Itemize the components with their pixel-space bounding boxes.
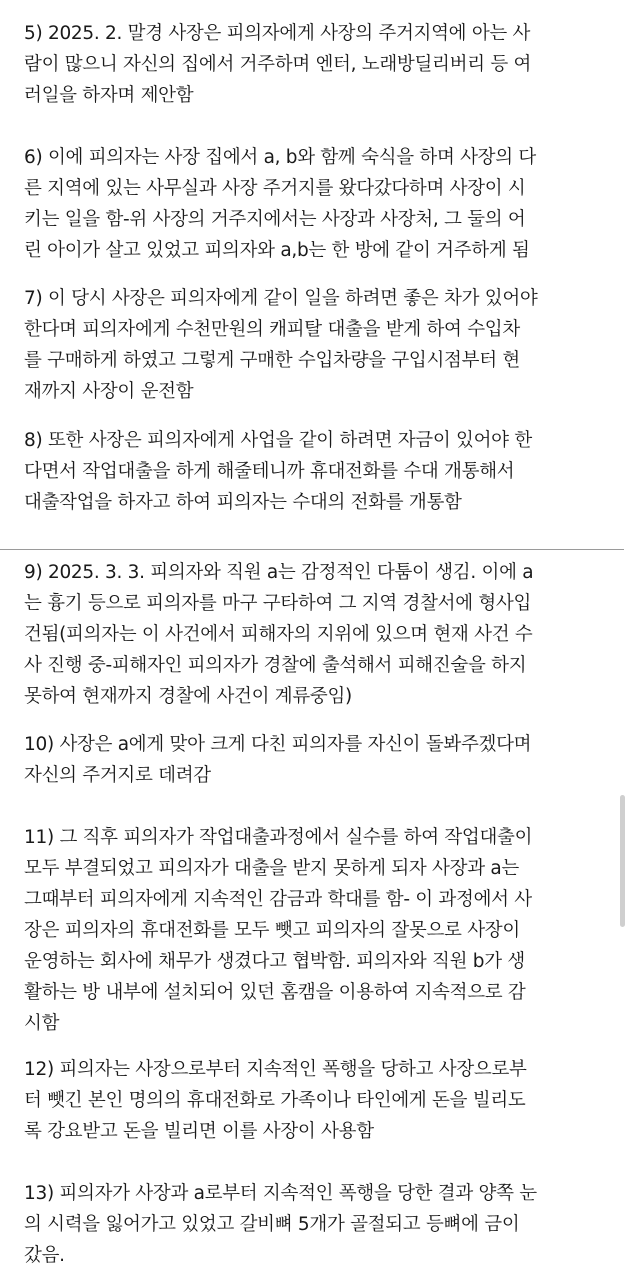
- text-line: 를 구매하게 하였고 그렇게 구매한 수입차량을 구입시점부터 현: [24, 350, 520, 371]
- text-line: 6) 이에 피의자는 사장 집에서 a, b와 함께 숙식을 하며 사장의 다: [24, 147, 536, 168]
- text-line: 활하는 방 내부에 설치되어 있던 홈캠을 이용하여 지속적으로 감: [24, 982, 526, 1003]
- text-line: 다면서 작업대출을 하게 해줄테니까 휴대전화를 수대 개통해서: [24, 461, 515, 482]
- text-line: 7) 이 당시 사장은 피의자에게 같이 일을 하려면 좋은 차가 있어야: [24, 288, 538, 309]
- paragraph-6: [24, 142, 630, 266]
- text-line: 사 진행 중-피해자인 피의자가 경찰에 출석해서 피해진술을 하지: [24, 655, 527, 676]
- text-line: 키는 일을 함-위 사장의 거주지에서는 사장과 사장처, 그 둘의 어: [24, 209, 526, 230]
- text-line: 못하여 현재까지 경찰에 사건이 계류중임): [24, 686, 352, 707]
- text-line: 그때부터 피의자에게 지속적인 감금과 학대를 함- 이 과정에서 사: [24, 889, 532, 910]
- text-line: 건됨(피의자는 이 사건에서 피해자의 지위에 있으며 현재 사건 수: [24, 624, 533, 645]
- text-line: 운영하는 회사에 채무가 생겼다고 협박함. 피의자와 직원 b가 생: [24, 951, 525, 972]
- text-line: 록 강요받고 돈을 빌리면 이를 사장이 사용함: [24, 1121, 374, 1142]
- text-line: 12) 피의자는 사장으로부터 지속적인 폭행을 당하고 사장으로부: [24, 1059, 527, 1080]
- text-line: 8) 또한 사장은 피의자에게 사업을 같이 하려면 자금이 있어야 한: [24, 430, 532, 451]
- scrollbar-thumb[interactable]: [620, 795, 625, 927]
- text-line: 13) 피의자가 사장과 a로부터 지속적인 폭행을 당한 결과 양쪽 눈: [24, 1183, 537, 1204]
- paragraph-12: [24, 1054, 630, 1147]
- text-line: 11) 그 직후 피의자가 작업대출과정에서 실수를 하여 작업대출이: [24, 827, 533, 848]
- text-line: 대출작업을 하자고 하여 피의자는 수대의 전화를 개통함: [24, 492, 462, 513]
- text-line: 갔음.: [24, 1245, 65, 1266]
- text-line: 재까지 사장이 운전함: [24, 381, 194, 402]
- text-line: 는 흉기 등으로 피의자를 마구 구타하여 그 지역 경찰서에 형사입: [24, 593, 532, 614]
- text-line: 9) 2025. 3. 3. 피의자와 직원 a는 감정적인 다툼이 생김. 이에 a: [24, 562, 534, 583]
- text-line: 시함: [24, 1013, 60, 1034]
- text-line: 의 시력을 잃어가고 있었고 갈비뼈 5개가 골절되고 등뼈에 금이: [24, 1214, 520, 1235]
- text-line: 장은 피의자의 휴대전화를 모두 뺏고 피의자의 잘못으로 사장이: [24, 920, 520, 941]
- paragraph-7: [24, 283, 630, 407]
- paragraph-9: [24, 557, 630, 712]
- paragraph-13: [24, 1178, 630, 1271]
- text-line: 린 아이가 살고 있었고 피의자와 a,b는 한 방에 같이 거주하게 됨: [24, 240, 530, 261]
- paragraph-10: [24, 729, 630, 791]
- paragraph-11: [24, 822, 630, 1039]
- text-line: 모두 부결되었고 피의자가 대출을 받지 못하게 되자 사장과 a는: [24, 858, 519, 879]
- paragraph-8: [24, 425, 630, 518]
- text-line: 10) 사장은 a에게 맞아 크게 다친 피의자를 자신이 돌봐주겠다며: [24, 734, 532, 755]
- text-line: 터 뺏긴 본인 명의의 휴대전화로 가족이나 타인에게 돈을 빌리도: [24, 1090, 526, 1111]
- text-line: 른 지역에 있는 사무실과 사장 주거지를 왔다갔다하며 사장이 시: [24, 178, 526, 199]
- paragraph-5: [24, 18, 630, 111]
- text-line: 러일을 하자며 제안함: [24, 85, 194, 106]
- section-divider: [0, 549, 624, 550]
- text-line: 한다며 피의자에게 수천만원의 캐피탈 대출을 받게 하여 수입차: [24, 319, 520, 340]
- text-line: 람이 많으니 자신의 집에서 거주하며 엔터, 노래방딜리버리 등 여: [24, 54, 532, 75]
- text-line: 자신의 주거지로 데려감: [24, 765, 211, 786]
- text-line: 5) 2025. 2. 말경 사장은 피의자에게 사장의 주거지역에 아는 사: [24, 23, 531, 44]
